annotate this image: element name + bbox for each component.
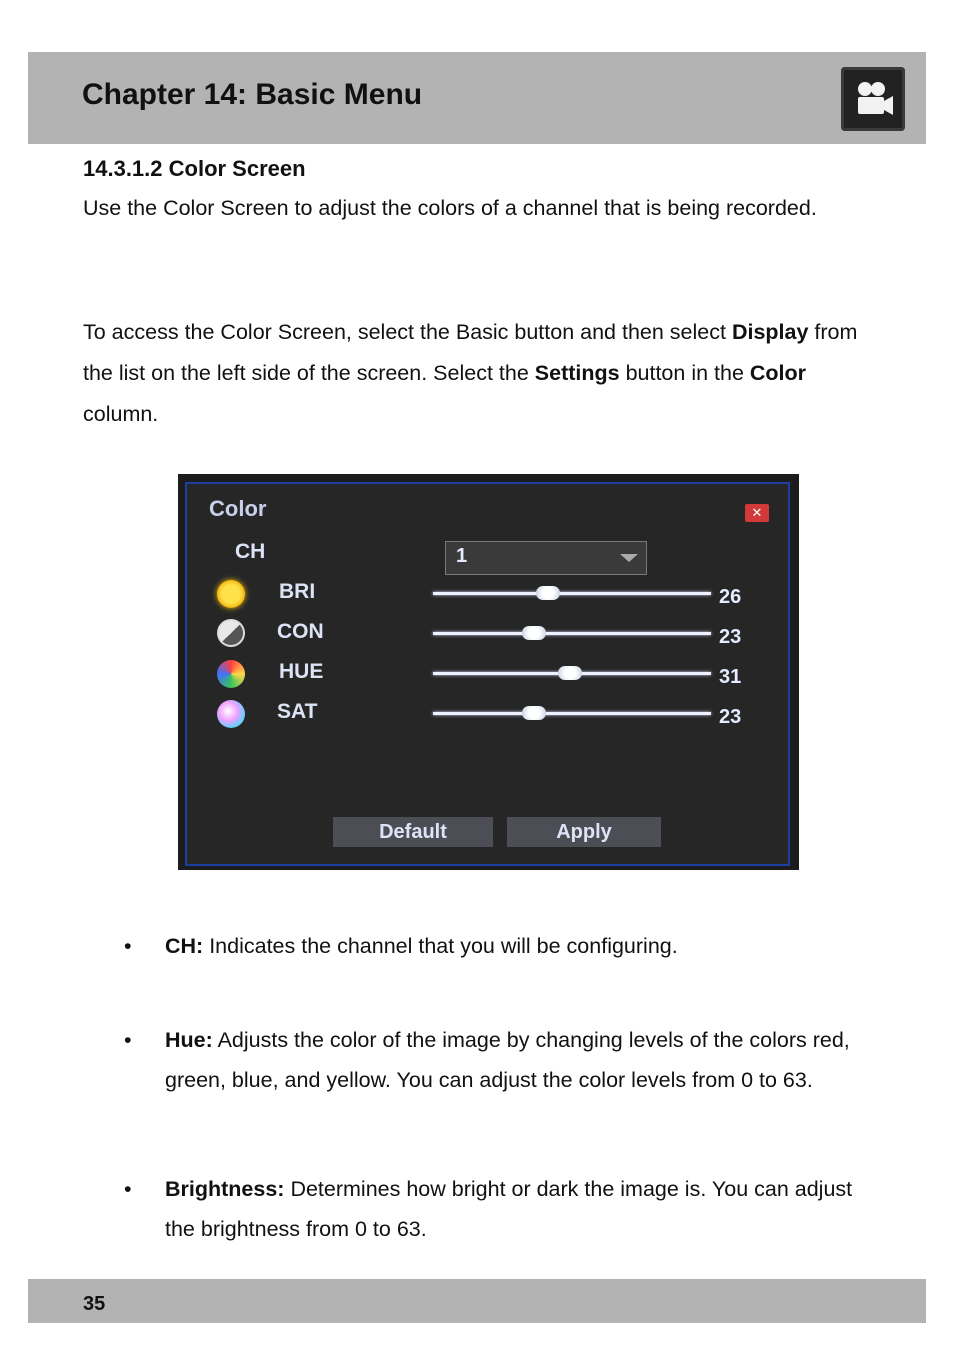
bullet-term: Brightness: (165, 1177, 285, 1201)
close-icon[interactable]: ✕ (745, 504, 769, 522)
bullet-term: CH: (165, 934, 204, 958)
sun-icon (217, 580, 245, 608)
bullet-text: Adjusts the color of the image by changing levels of the colors red, green, blue, and yellow. You can adjust the color levels from 0 to 63. (165, 1028, 850, 1092)
dialog-title: Color (209, 496, 267, 521)
saturation-slider[interactable] (433, 712, 711, 715)
bullet-marker: • (124, 1028, 132, 1052)
slider-thumb[interactable] (522, 706, 546, 720)
bri-label: BRI (279, 580, 316, 603)
default-button[interactable]: Default (333, 817, 493, 847)
slider-thumb[interactable] (522, 626, 546, 640)
chapter-title: Chapter 14: Basic Menu (82, 78, 423, 111)
con-label: CON (277, 620, 324, 643)
channel-value: 1 (456, 545, 468, 567)
text-segment: from the list on the left side of the screen. Select the (83, 320, 858, 385)
bullet-term: Hue: (165, 1028, 213, 1052)
settings-term: Settings (534, 361, 620, 385)
contrast-value: 23 (719, 626, 742, 648)
section-title: 14.3.1.2 Color Screen (83, 156, 306, 181)
slider-thumb[interactable] (536, 586, 560, 600)
bullet-brightness (165, 1169, 885, 1249)
slider-thumb[interactable] (558, 666, 582, 680)
access-instructions (83, 312, 883, 435)
text-segment: button in the (619, 361, 750, 385)
text-segment: To access the Color Screen, select the Basic button and then select (83, 320, 732, 344)
hue-label: HUE (279, 660, 324, 683)
bullet-text: Indicates the channel that you will be configuring. (203, 934, 678, 958)
bullet-hue (165, 1020, 885, 1100)
video-camera-icon (841, 67, 905, 131)
bullet-marker: • (124, 1177, 132, 1201)
brightness-slider[interactable] (433, 592, 711, 595)
brightness-value: 26 (719, 586, 742, 608)
apply-button[interactable]: Apply (507, 817, 661, 847)
color-screen-screenshot (178, 474, 799, 870)
color-term: Color (749, 361, 807, 385)
intro-paragraph: Use the Color Screen to adjust the colors of a channel that is being recorded. (83, 196, 817, 220)
palette-icon (217, 660, 245, 688)
page-footer (28, 1279, 926, 1323)
bullet-ch (165, 926, 885, 966)
bullet-text: Determines how bright or dark the image is. You can adjust the brightness from 0 to 63. (165, 1177, 853, 1241)
sat-label: SAT (277, 700, 318, 723)
contrast-icon (217, 619, 245, 647)
hue-slider[interactable] (433, 672, 711, 675)
display-term: Display (731, 320, 809, 344)
color-dialog (185, 482, 790, 866)
ch-label: CH (235, 540, 266, 563)
channel-select[interactable] (445, 541, 647, 575)
chapter-header (28, 52, 926, 144)
saturation-icon (217, 700, 245, 728)
saturation-value: 23 (719, 706, 742, 728)
text-segment: column. (83, 402, 159, 426)
hue-value: 31 (719, 666, 742, 688)
page-number: 35 (83, 1293, 106, 1315)
chevron-down-icon (620, 554, 638, 562)
bullet-marker: • (124, 934, 132, 958)
contrast-slider[interactable] (433, 632, 711, 635)
